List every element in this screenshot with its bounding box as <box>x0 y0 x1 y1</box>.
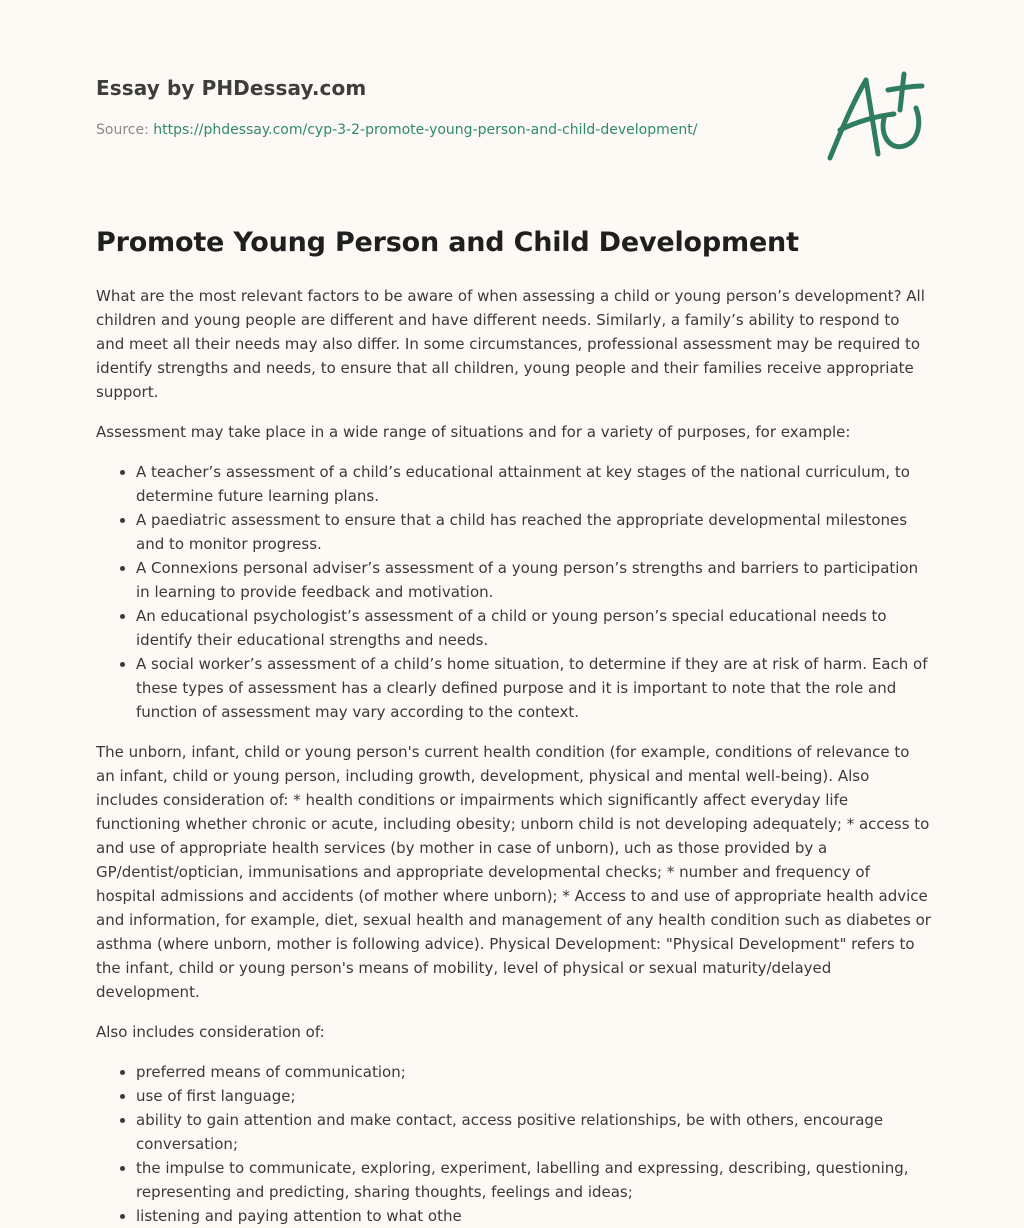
list-item: • A teacher’s assessment of a child’s educational attainment at key stages of the national curriculum, to determine future learning plans. <box>136 460 932 508</box>
site-brand: Essay by PHDessay.com <box>96 76 367 100</box>
list-item: • A Connexions personal adviser’s assessment of a young person’s strengths and barriers to participation in learning to provide feedback and motivation. <box>136 556 932 604</box>
list-item: • A paediatric assessment to ensure that a child has reached the appropriate developmental milestones and to monitor progress. <box>136 508 932 556</box>
list-item: • preferred means of communication; <box>136 1060 932 1084</box>
paragraph-assessment: Assessment may take place in a wide range of situations and for a variety of purposes, for example: <box>96 423 851 441</box>
list-item: • the impulse to communicate, exploring, experiment, labelling and expressing, describing, questioning, representing and predicting, sharing thoughts, feelings and ideas; <box>136 1156 932 1204</box>
article-title: Promote Young Person and Child Development <box>96 227 799 258</box>
list-item: • An educational psychologist’s assessment of a child or young person’s special educational needs to identify their educational strengths and needs. <box>136 604 932 652</box>
list-item: • A social worker’s assessment of a child’s home situation, to determine if they are at risk of harm. Each of these types of assessment has a clearly defined purpose and it is important to note that the role and function of assessment may vary according to the context. <box>136 652 932 724</box>
communication-list <box>96 1060 932 1228</box>
list-item: • ability to gain attention and make contact, access positive relationships, be with others, encourage conversation; <box>136 1108 932 1156</box>
paragraph-intro: What are the most relevant factors to be aware of when assessing a child or young person’s development? All children and young people are different and have different needs. Similarly, a family’s ability to respond to and meet all their needs may also differ. In some circumstances, professional assessment may be required to identify strengths and needs, to ensure that all children, young people and their families receive appropriate support. <box>96 287 925 401</box>
source-line <box>96 122 697 138</box>
source-link[interactable]: https://phdessay.com/cyp-3-2-promote-young-person-and-child-development/ <box>153 122 698 138</box>
article <box>96 227 932 1228</box>
paragraph-health: The unborn, infant, child or young person's current health condition (for example, conditions of relevance to an infant, child or young person, including growth, development, physical and mental well-being). Also includes consideration of: * health conditions or impairments which significantly affect everyday life functioning whether chronic or acute, including obesity; unborn child is not developing adequately; * access to and use of appropriate health services (by mother in case of unborn), uch as those provided by a GP/dentist/optician, immunisations and appropriate developmental checks; * number and frequency of hospital admissions and accidents (of mother where unborn); * Access to and use of appropriate health advice and information, for example, diet, sexual health and management of any health condition such as diabetes or asthma (where unborn, mother is following advice). Physical Development: "Physical Development" refers to the infant, child or young person's means of mobility, level of physical or sexual maturity/delayed development. <box>96 743 931 1001</box>
list-item: • use of first language; <box>136 1084 932 1108</box>
source-label: Source: <box>96 122 154 138</box>
assessment-list <box>96 460 932 724</box>
list-item: • listening and paying attention to what othe <box>136 1204 932 1228</box>
a-plus-logo-icon <box>820 66 930 166</box>
paragraph-consideration: Also includes consideration of: <box>96 1023 325 1041</box>
page-header <box>96 76 697 138</box>
